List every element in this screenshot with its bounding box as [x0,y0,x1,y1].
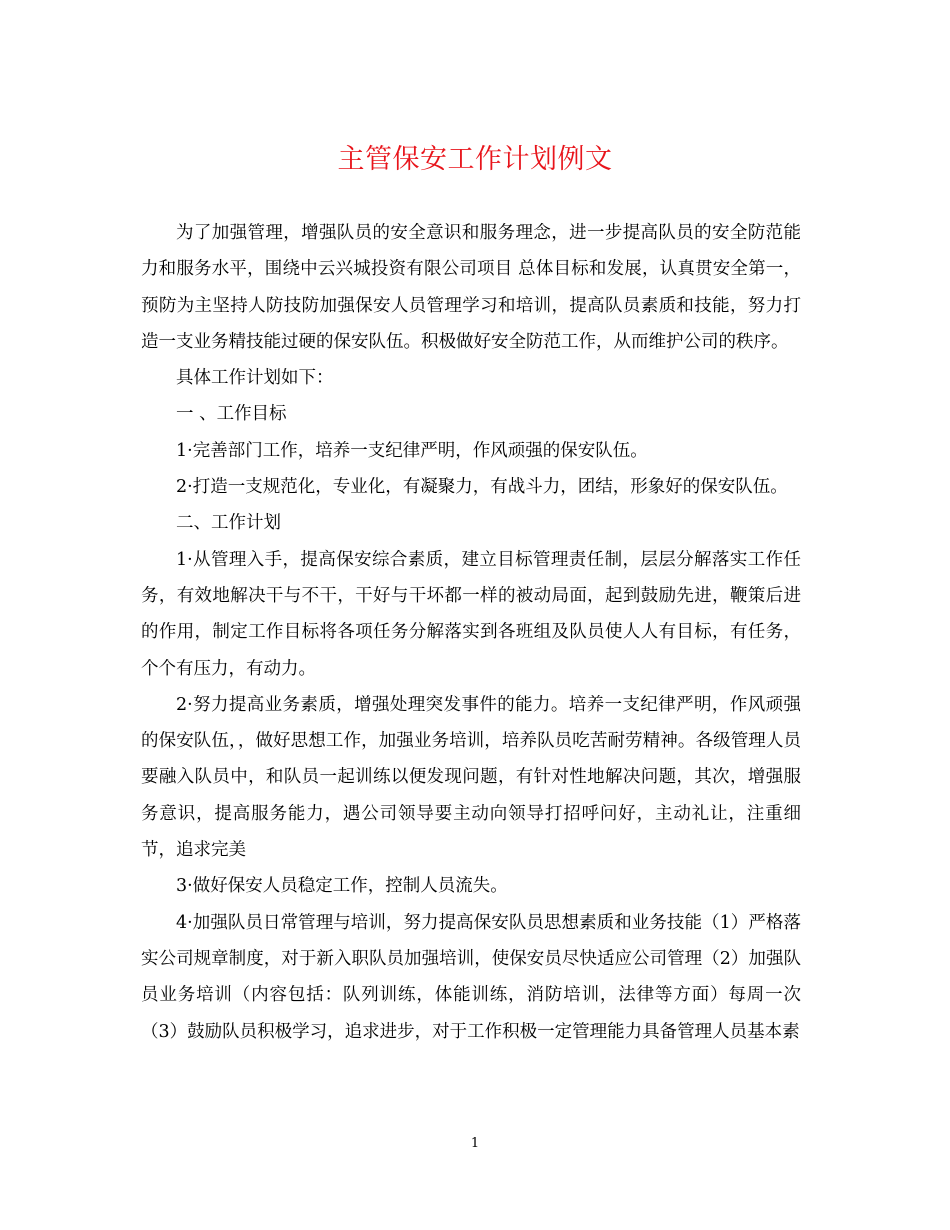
document-title: 主管保安工作计划例文 [337,144,613,175]
plan-item-1: 1·从管理入手，提高保安综合素质，建立目标管理责任制，层层分解落实工作任务，有效地解决干与不干，干好与干坏都一样的被动局面，起到鼓励先进，鞭策后进的作用，制定工作目标将各项任务分解落实到各班组及队员使人人有目标，有任务，个个有压力，有动力。 [141,549,801,679]
paragraph-intro: 为了加强管理，增强队员的安全意识和服务理念，进一步提高队员的安全防范能力和服务水平，围绕中云兴城投资有限公司项目 总体目标和发展，认真贯安全第一，预防为主坚持人防技防加强保安人员管理学习和培训，提高队员素质和技能，努力打造一支业务精技能过硬的保安队伍。积极做好安全防范工作，从而维护公司的秩序。 [141,223,801,352]
section-heading-plan: 二、工作计划 [176,513,281,534]
goal-item-1: 1·完善部门工作，培养一支纪律严明，作风顽强的保安队伍。 [176,440,648,461]
section-heading-goals: 一 、工作目标 [176,404,287,425]
page-number: 1 [470,1136,480,1151]
document-body [141,215,801,1050]
plan-item-4: 4·加强队员日常管理与培训，努力提高保安队员思想素质和业务技能（1）严格落实公司规章制度，对于新入职队员加强培训，使保安员尽快适应公司管理（2）加强队员业务培训（内容包括：队列训练，体能训练，消防培训，法律等方面）每周一次（3）鼓励队员积极学习，追求进步，对于工作积极一定管理能力具备管理人员基本素 [141,912,801,1042]
plan-item-3: 3·做好保安人员稳定工作，控制人员流失。 [176,876,508,897]
paragraph-plan-intro: 具体工作计划如下： [176,368,334,389]
plan-item-2: 2·努力提高业务素质，增强处理突发事件的能力。培养一支纪律严明，作风顽强的保安队伍，，做好思想工作，加强业务培训，培养队员吃苦耐劳精神。各级管理人员要融入队员中，和队员一起训练以便发现问题，有针对性地解决问题，其次，增强服务意识，提高服务能力，遇公司领导要主动向领导打招呼问好，主动礼让，注重细节，追求完美 [141,694,801,861]
goal-item-2: 2·打造一支规范化，专业化，有凝聚力，有战斗力，团结，形象好的保安队伍。 [176,477,788,498]
